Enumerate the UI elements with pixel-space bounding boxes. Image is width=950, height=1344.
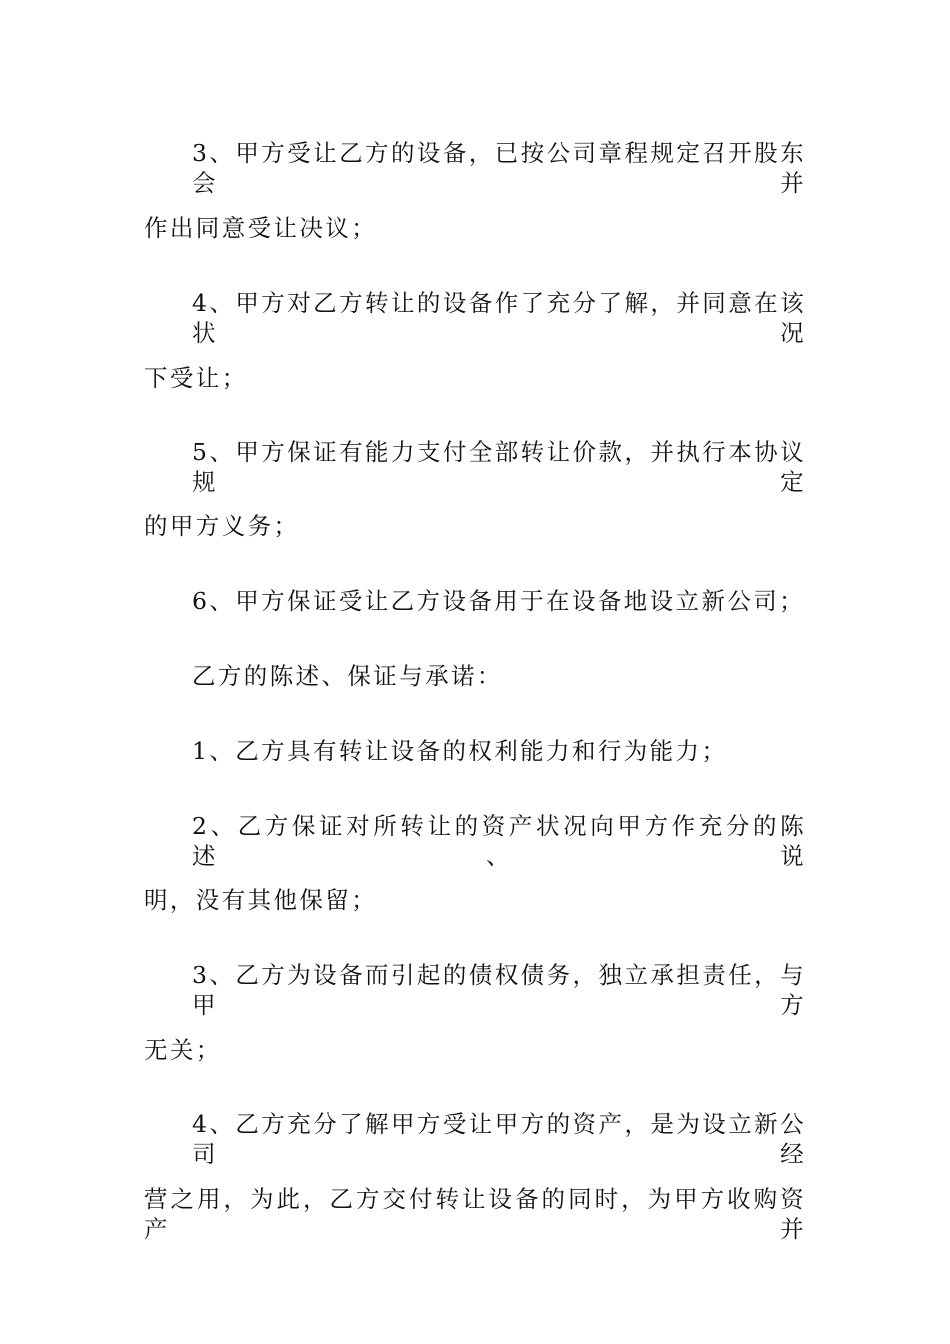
paragraph-line: 3、甲方受让乙方的设备，已按公司章程规定召开股东会并 xyxy=(192,139,806,197)
paragraph-line: 4、甲方对乙方转让的设备作了充分了解，并同意在该状况 xyxy=(192,289,806,347)
paragraph-line: 的甲方义务； xyxy=(144,512,300,540)
paragraph-line: 5、甲方保证有能力支付全部转让价款，并执行本协议规定 xyxy=(192,438,806,496)
paragraph-line: 4、乙方充分了解甲方受让甲方的资产，是为设立新公司经 xyxy=(192,1110,806,1168)
section-heading: 乙方的陈述、保证与承诺： xyxy=(192,662,503,690)
paragraph-line: 明，没有其他保留； xyxy=(144,886,378,914)
paragraph-line: 1、乙方具有转让设备的权利能力和行为能力； xyxy=(192,737,728,765)
paragraph-line: 营之用，为此，乙方交付转让设备的同时，为甲方收购资产并 xyxy=(144,1185,806,1243)
paragraph-line: 作出同意受让决议； xyxy=(144,214,378,242)
paragraph-line: 2、乙方保证对所转让的资产状况向甲方作充分的陈述、说 xyxy=(192,812,806,870)
paragraph-line: 6、甲方保证受让乙方设备用于在设备地设立新公司； xyxy=(192,587,806,615)
paragraph-line: 3、乙方为设备而引起的债权债务，独立承担责任，与甲方 xyxy=(192,961,806,1019)
paragraph-line: 无关； xyxy=(144,1036,222,1064)
paragraph-line: 下受让； xyxy=(144,364,248,392)
